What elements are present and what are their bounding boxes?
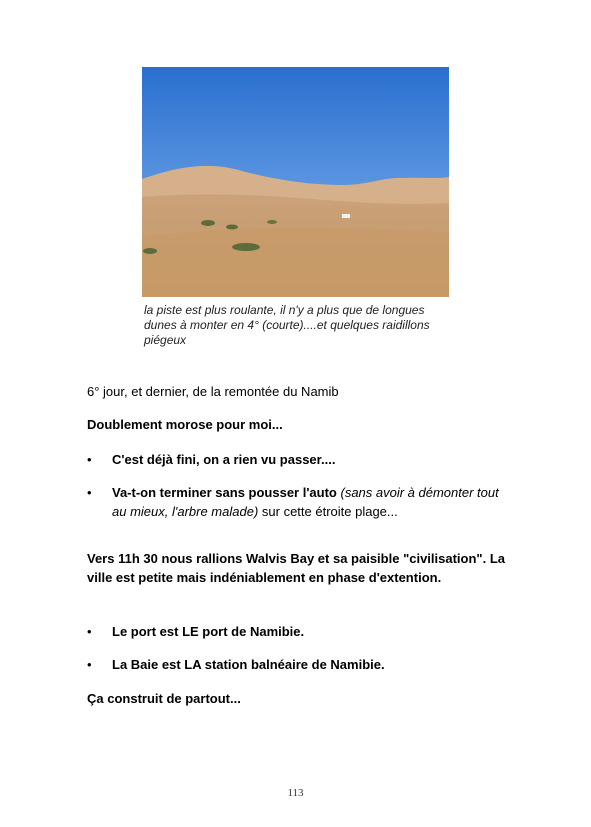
photo-caption: la piste est plus roulante, il n'y a plus que de longues dunes à monter en 4° (courte)....et quelques raidillons piégeux	[144, 303, 430, 347]
bullet-marker: •	[87, 624, 92, 639]
bullet-item: C'est déjà fini, on a rien vu passer....	[112, 452, 336, 467]
page-number: 113	[287, 787, 304, 799]
intro-line: 6° jour, et dernier, de la remontée du Namib	[87, 384, 339, 399]
walvis-bay-paragraph: Vers 11h 30 nous rallions Walvis Bay et sa paisible "civilisation". La ville est petite mais indéniablement en phase d'extention.	[87, 551, 505, 585]
heading-morose: Doublement morose pour moi...	[87, 417, 283, 432]
bullet-item: Le port est LE port de Namibie.	[112, 624, 305, 639]
bullet-italic-text: (sans avoir à démonter tout au mieux, l'arbre malade)	[112, 485, 499, 519]
bullet-marker: •	[87, 657, 92, 672]
desert-photo-image	[142, 67, 449, 297]
closing-line: Ça construit de partout...	[87, 691, 241, 706]
bullet-item	[112, 483, 505, 521]
bullet-marker: •	[87, 485, 92, 500]
bullet-rest-text: sur cette étroite plage...	[258, 504, 398, 519]
bullet-bold-text: Va-t-on terminer sans pousser l'auto	[112, 485, 337, 500]
desert-photo	[142, 67, 449, 297]
bullet-marker: •	[87, 452, 92, 467]
bullet-item: La Baie est LA station balnéaire de Namibie.	[112, 657, 385, 672]
